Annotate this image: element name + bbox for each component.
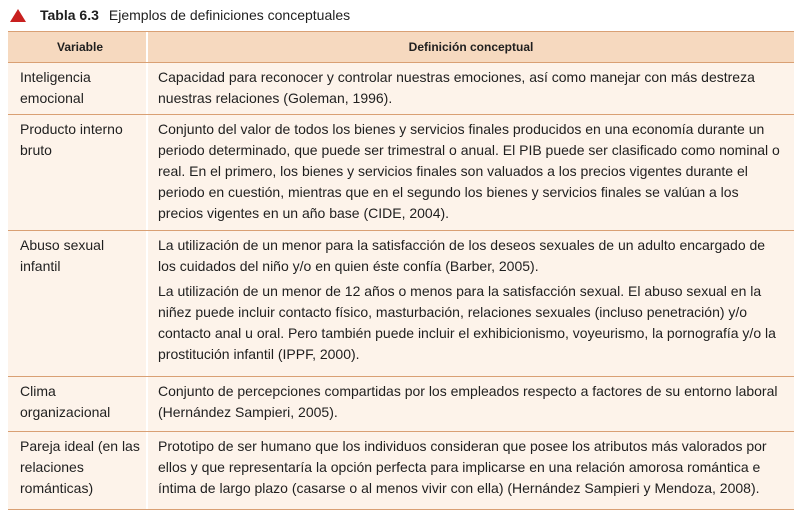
definition-text: La utilización de un menor de 12 años o menos para la satisfacción sexual. El abuso sexual en la niñez puede incluir contacto físico, masturbación, relaciones sexuales (incluso penetración) y/o contacto anal u oral. Pero también puede incluir el exhibicionismo, voyeurismo, la pornografía y/o la prostitución infantil (IPPF, 2000). (158, 283, 776, 362)
table-number: Tabla 6.3 (40, 7, 99, 23)
variable-cell: Inteligencia emocional (8, 63, 148, 114)
variable-cell: Pareja ideal (en las relaciones románticas) (8, 432, 148, 509)
table-header-row (8, 31, 794, 63)
definition-text: Conjunto de percepciones compartidas por los empleados respecto a factores de su entorno laboral (Hernández Sampieri, 2005). (158, 383, 778, 420)
definitions-table (8, 31, 794, 510)
table-title: Ejemplos de definiciones conceptuales (108, 7, 351, 23)
variable-cell: Abuso sexual infantil (8, 231, 148, 376)
definition-cell (148, 63, 794, 114)
definition-cell (148, 432, 794, 509)
variable-cell: Producto interno bruto (8, 115, 148, 230)
definition-text: Conjunto del valor de todos los bienes y servicios finales producidos en una economía durante un periodo determinado, que puede ser trimestral o anual. El PIB puede ser clasificado como nominal o real. En el primero, los bienes y servicios finales son valuados a los precios vigentes durante el periodo en cuestión, mientras que en el segundo los bienes y servicios finales se valúan a los precios vigentes en un año base (CIDE, 2004). (158, 121, 780, 221)
triangle-marker-icon (10, 9, 26, 22)
definition-text: Capacidad para reconocer y controlar nuestras emociones, así como manejar con más destreza nuestras relaciones (Goleman, 1996). (158, 69, 755, 106)
table-caption (10, 4, 350, 26)
header-definition: Definición conceptual (408, 39, 534, 54)
variable-cell: Clima organizacional (8, 377, 148, 431)
definition-cell (148, 377, 794, 431)
definition-cell (148, 115, 794, 230)
table-row (8, 115, 794, 231)
definition-text: La utilización de un menor para la satisfacción de los deseos sexuales de un adulto encargado de los cuidados del niño y/o en quien éste confía (Barber, 2005). (158, 237, 766, 274)
definition-text: Prototipo de ser humano que los individuos consideran que posee los atributos más valorados por ellos y que representaría la opción perfecta para implicarse en una relación amorosa romántica e íntima de largo plazo (casarse o al menos vivir con ella) (Hernández Sampieri y Mendoza, 2008). (158, 438, 767, 496)
definition-cell (148, 231, 794, 376)
table-row (8, 377, 794, 432)
header-variable: Variable (8, 32, 148, 62)
table-row (8, 231, 794, 377)
table-row (8, 432, 794, 510)
table-row (8, 63, 794, 115)
